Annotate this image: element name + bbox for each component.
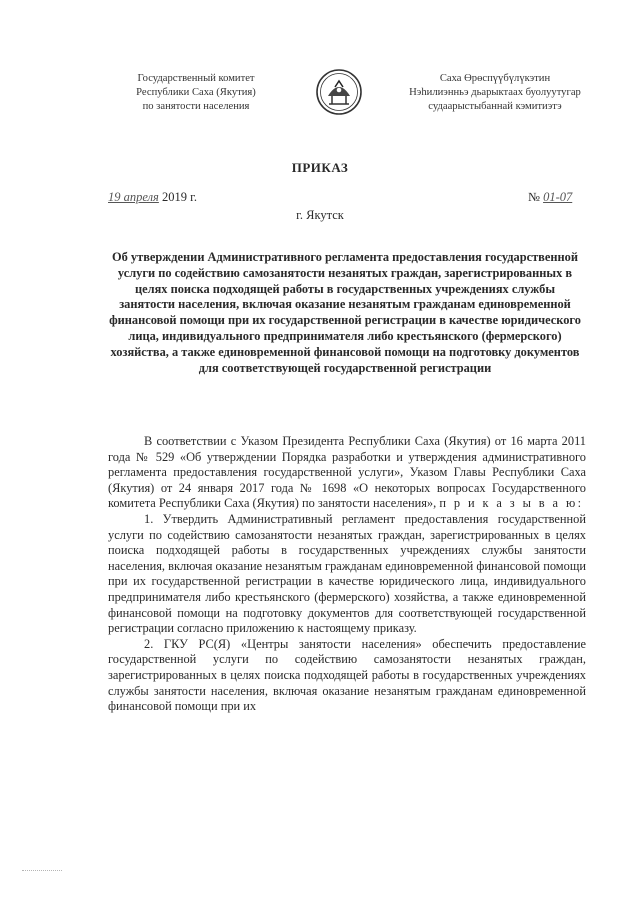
city: г. Якутск bbox=[296, 208, 344, 222]
order-subject: Об утверждении Административного регламента предоставления государственной услуги по содействию самозанятости незанятых граждан, зарегистрированных в целях поиска подходящей работы в государственных учреждениях службы занятости населения, включая оказание незанятым гражданам единовременной финансовой помощи при их государственной регистрации в качестве юридического лица, индивидуального предпринимателя либо крестьянского (фермерского) хозяйства, а также единовременной финансовой помощи на подготовку документов для соответствующей государственной регистрации bbox=[109, 250, 581, 375]
body-intro: В соответствии с Указом Президента Республики Саха (Якутия) от 16 марта 2011 года № 529 «Об утверждении Порядка разработки и утверждения административного регламента предоставления государственной услуги», Указом Главы Республики Саха (Якутия) от 24 января 2017 года № 1698 «О некоторых вопросах Государственного комитета Республики Саха (Якутия) по занятости населения», bbox=[108, 434, 586, 511]
header-left-org bbox=[96, 72, 296, 114]
header-right-line: судаарыстыбаннай кэмитиэтэ bbox=[428, 101, 562, 112]
order-date bbox=[108, 190, 197, 205]
order-number bbox=[528, 190, 572, 205]
order-body bbox=[108, 434, 586, 715]
body-intro-paragraph bbox=[108, 434, 586, 512]
order-word: п р и к а з ы в а ю: bbox=[439, 496, 584, 511]
header-left-line: по занятости населения bbox=[142, 101, 250, 112]
date-year: 2019 г. bbox=[162, 190, 197, 204]
coat-of-arms-icon bbox=[315, 66, 363, 118]
number-handwritten: 01-07 bbox=[543, 190, 573, 204]
body-item-1: 1. Утвердить Административный регламент предоставления государственной услуги по содействию самозанятости незанятых граждан, зарегистрированных в целях поиска подходящей работы в государственных учреждениях службы занятости населения, включая оказание незанятым гражданам единовременной финансовой помощи при их государственной регистрации в качестве юридического лица, индивидуального предпринимателя либо крестьянского (фермерского) хозяйства, а также единовременной финансовой помощи на подготовку документов для соответствующей государственной регистрации согласно приложению к настоящему приказу. bbox=[108, 511, 586, 636]
scan-artifact bbox=[22, 870, 62, 873]
header-right-org bbox=[385, 72, 605, 114]
header-right-line: Нэһилиэнньэ дьарыктаах буолуутугар bbox=[409, 87, 581, 98]
body-item-2: 2. ГКУ РС(Я) «Центры занятости населения» обеспечить предоставление государственной услуги по содействию самозанятости незанятых граждан, зарегистрированных в целях поиска подходящей работы в государственных учреждениях службы занятости населения, включая оказание незанятым гражданам единовременной финансовой помощи при их bbox=[108, 636, 586, 714]
header-left-line: Республики Саха (Якутия) bbox=[136, 87, 256, 98]
number-prefix: № bbox=[528, 190, 540, 204]
date-handwritten: 19 апреля bbox=[108, 190, 159, 204]
header-right-line: Саха Өрөспүүбүлүкэтин bbox=[439, 73, 551, 84]
header-left-line: Государственный комитет bbox=[137, 73, 255, 84]
document-title: ПРИКАЗ bbox=[291, 160, 349, 175]
